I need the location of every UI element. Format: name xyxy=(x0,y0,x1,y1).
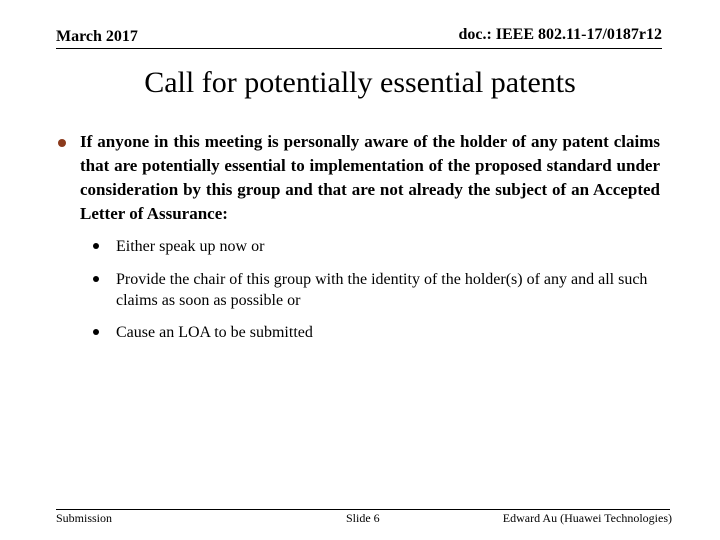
bullet-dot-icon xyxy=(93,276,99,282)
bullet-dot-icon xyxy=(93,243,99,249)
bullet-dot-icon xyxy=(58,139,66,147)
footer-author: Edward Au (Huawei Technologies) xyxy=(502,511,672,525)
footer-submission: Submission xyxy=(56,511,113,525)
header-divider xyxy=(56,48,662,49)
sub-bullet-text: Provide the chair of this group with the identity of the holder(s) of any and all such claims as soon as possible or xyxy=(116,271,648,309)
sub-bullet-text: Cause an LOA to be submitted xyxy=(116,324,313,341)
bullet-dot-icon xyxy=(93,329,99,335)
footer-slide-number: Slide 6 xyxy=(346,511,380,525)
slide-title: Call for potentially essential patents xyxy=(144,66,576,99)
sub-bullet-text: Either speak up now or xyxy=(116,238,265,255)
header-date: March 2017 xyxy=(56,28,138,45)
footer-divider xyxy=(56,509,670,510)
main-bullet-text: If anyone in this meeting is personally aware of the holder of any patent claims that are potentially essential to implementation of the proposed standard under consideration by this group and that are not already the subject of an Accepted Letter of Assurance: xyxy=(80,132,660,223)
header-doc-id: doc.: IEEE 802.11-17/0187r12 xyxy=(458,26,662,43)
